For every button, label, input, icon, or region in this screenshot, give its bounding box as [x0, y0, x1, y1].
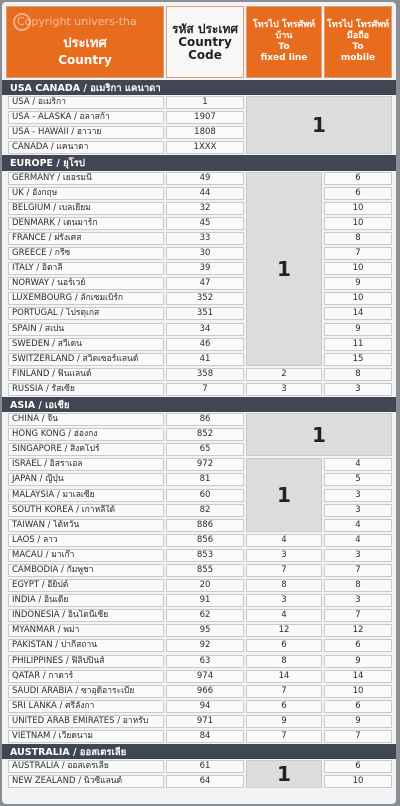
mobile-rate-cell: 4	[324, 519, 392, 532]
country-code-cell: 61	[166, 760, 244, 773]
merged-rate-cell: 1	[246, 413, 392, 456]
country-cell: TAIWAN / ไต้หวัน	[8, 519, 164, 532]
section-header	[2, 80, 396, 95]
country-cell: INDONESIA / อินโดนีเซีย	[8, 609, 164, 622]
section-rows	[2, 171, 396, 397]
mobile-rate-cell: 9	[324, 655, 392, 668]
country-code-cell: 94	[166, 700, 244, 713]
fixed-line-rate-cell: 6	[246, 700, 322, 713]
fixed-line-rate-cell: 9	[246, 715, 322, 728]
fixed-line-rate-cell: 8	[246, 579, 322, 592]
mobile-rate-cell: 9	[324, 323, 392, 336]
mobile-header-en1: To	[352, 42, 364, 52]
country-code-cell: 966	[166, 685, 244, 698]
fixed-header-th: โทรไป โทรศัพท์บ้าน	[252, 20, 316, 41]
section-rows	[2, 95, 396, 155]
country-code-cell: 39	[166, 262, 244, 275]
code-header-en2: Code	[188, 47, 222, 62]
table-row	[2, 472, 396, 487]
country-cell: USA - HAWAII / ฮาวาย	[8, 126, 164, 139]
mobile-rate-cell: 15	[324, 353, 392, 366]
rate-table-card	[2, 2, 396, 804]
country-cell: MACAU / มาเก๊า	[8, 549, 164, 562]
fixed-line-rate-cell: 7	[246, 685, 322, 698]
mobile-rate-cell: 7	[324, 247, 392, 260]
country-cell: VIETNAM / เวียดนาม	[8, 730, 164, 743]
fixed-line-rate-cell: 8	[246, 655, 322, 668]
mobile-rate-cell: 6	[324, 187, 392, 200]
section-header	[2, 744, 396, 759]
table-row	[2, 623, 396, 638]
country-code-cell: 972	[166, 458, 244, 471]
country-cell: PAKISTAN / ปากีสถาน	[8, 639, 164, 652]
merged-rate-cell: 1	[246, 172, 322, 366]
mobile-header-en2: mobile	[340, 53, 376, 63]
country-code-cell: 91	[166, 594, 244, 607]
fixed-line-rate-cell: 7	[246, 564, 322, 577]
country-cell: CANADA / แคนาดา	[8, 141, 164, 154]
section-header	[2, 397, 396, 412]
mobile-rate-cell: 3	[324, 594, 392, 607]
table-row	[2, 352, 396, 367]
section-title: AUSTRALIA / ออสเตรเลีย	[10, 747, 127, 759]
code-header-en1: Country	[178, 34, 232, 49]
country-cell: NORWAY / นอร์เวย์	[8, 277, 164, 290]
table-row	[2, 533, 396, 548]
table-row	[2, 261, 396, 276]
country-code-cell: 82	[166, 504, 244, 517]
mobile-rate-cell: 14	[324, 307, 392, 320]
country-code-cell: 92	[166, 639, 244, 652]
table-row	[2, 669, 396, 684]
country-code-cell: 971	[166, 715, 244, 728]
section-title: USA CANADA / อเมริกา แคนาดา	[10, 83, 161, 94]
country-cell: DENMARK / เดนมาร์ก	[8, 217, 164, 230]
fixed-line-rate-cell: 3	[246, 594, 322, 607]
country-cell: GERMANY / เยอรมนี	[8, 172, 164, 185]
country-code-cell: 1907	[166, 111, 244, 124]
table-row	[2, 246, 396, 261]
table-row	[2, 638, 396, 653]
country-code-cell: 63	[166, 655, 244, 668]
country-code-cell: 974	[166, 670, 244, 683]
country-code-cell: 1XXX	[166, 141, 244, 154]
country-cell: USA - ALASKA / อลาสก้า	[8, 111, 164, 124]
table-row	[2, 201, 396, 216]
mobile-rate-cell: 6	[324, 700, 392, 713]
country-column-header	[6, 6, 164, 78]
fixed-line-rate-cell: 3	[246, 383, 322, 396]
section-rows	[2, 412, 396, 744]
country-code-cell: 32	[166, 202, 244, 215]
mobile-rate-cell: 10	[324, 217, 392, 230]
table-row	[2, 593, 396, 608]
table-row	[2, 548, 396, 563]
table-row	[2, 306, 396, 321]
mobile-rate-cell: 9	[324, 277, 392, 290]
table-row	[2, 291, 396, 306]
table-row	[2, 699, 396, 714]
mobile-rate-cell: 3	[324, 489, 392, 502]
section-title: EUROPE / ยุโรป	[10, 158, 85, 170]
country-code-cell: 41	[166, 353, 244, 366]
country-header-en: Country	[58, 52, 112, 67]
country-code-cell: 853	[166, 549, 244, 562]
country-cell: HONG KONG / ฮ่องกง	[8, 428, 164, 441]
mobile-rate-cell: 8	[324, 368, 392, 381]
mobile-rate-cell: 11	[324, 338, 392, 351]
country-code-cell: 855	[166, 564, 244, 577]
fixed-line-rate-cell: 14	[246, 670, 322, 683]
table-row	[2, 563, 396, 578]
country-code-cell: 33	[166, 232, 244, 245]
country-cell: UK / อังกฤษ	[8, 187, 164, 200]
fixed-line-rate-cell: 3	[246, 549, 322, 562]
mobile-rate-cell: 10	[324, 685, 392, 698]
fixed-header-en1: To	[278, 42, 290, 52]
country-code-cell: 62	[166, 609, 244, 622]
country-cell: PORTUGAL / โปรตุเกส	[8, 307, 164, 320]
fixed-line-rate-cell: 12	[246, 624, 322, 637]
country-cell: SWEDEN / สวีเดน	[8, 338, 164, 351]
section-title: ASIA / เอเชีย	[10, 399, 70, 411]
country-cell: ITALY / อิตาลี	[8, 262, 164, 275]
country-cell: UNITED ARAB EMIRATES / อาหรับ	[8, 715, 164, 728]
code-column-header	[166, 6, 244, 78]
country-cell: SINGAPORE / สิงคโปร์	[8, 443, 164, 456]
table-row	[2, 382, 396, 397]
merged-rate-cell: 1	[246, 458, 322, 532]
merged-rate-cell: 1	[246, 96, 392, 154]
table-row	[2, 518, 396, 533]
country-code-cell: 856	[166, 534, 244, 547]
country-cell: LUXEMBOURG / ลักเซมเบิร์ก	[8, 292, 164, 305]
table-row	[2, 457, 396, 472]
country-cell: EGYPT / อียิปต์	[8, 579, 164, 592]
country-cell: PHILIPPINES / ฟิลิปปินส์	[8, 655, 164, 668]
country-code-cell: 886	[166, 519, 244, 532]
table-row	[2, 714, 396, 729]
country-cell: SWITZERLAND / สวิตเซอร์แลนด์	[8, 353, 164, 366]
country-cell: SRI LANKA / ศรีลังกา	[8, 700, 164, 713]
mobile-rate-cell: 9	[324, 715, 392, 728]
country-cell: CAMBODIA / กัมพูชา	[8, 564, 164, 577]
mobile-rate-cell: 10	[324, 262, 392, 275]
fixed-line-rate-cell: 4	[246, 534, 322, 547]
country-code-cell: 351	[166, 307, 244, 320]
mobile-rate-cell: 7	[324, 609, 392, 622]
country-code-cell: 81	[166, 473, 244, 486]
country-cell: GREECE / กรีซ	[8, 247, 164, 260]
country-code-cell: 358	[166, 368, 244, 381]
country-cell: INDIA / อินเดีย	[8, 594, 164, 607]
country-code-cell: 352	[166, 292, 244, 305]
country-code-cell: 64	[166, 775, 244, 788]
country-cell: USA / อเมริกา	[8, 96, 164, 109]
country-code-cell: 86	[166, 413, 244, 426]
mobile-rate-cell: 8	[324, 579, 392, 592]
table-row	[2, 684, 396, 699]
mobile-rate-cell: 12	[324, 624, 392, 637]
country-code-cell: 1808	[166, 126, 244, 139]
fixed-line-column-header	[246, 6, 322, 78]
mobile-header-th: โทรไป โทรศัพท์มือถือ	[326, 20, 390, 41]
country-cell: MALAYSIA / มาเลเซีย	[8, 489, 164, 502]
country-cell: MYANMAR / พม่า	[8, 624, 164, 637]
table-row	[2, 216, 396, 231]
country-cell: CHINA / จีน	[8, 413, 164, 426]
country-cell: BELGIUM / เบลเยียม	[8, 202, 164, 215]
country-code-cell: 44	[166, 187, 244, 200]
mobile-rate-cell: 6	[324, 639, 392, 652]
country-cell: ISRAEL / อิสราเอล	[8, 458, 164, 471]
country-cell: FRANCE / ฝรั่งเศส	[8, 232, 164, 245]
fixed-line-rate-cell: 7	[246, 730, 322, 743]
country-code-cell: 7	[166, 383, 244, 396]
country-cell: JAPAN / ญี่ปุ่น	[8, 473, 164, 486]
table-row	[2, 186, 396, 201]
country-code-cell: 30	[166, 247, 244, 260]
mobile-rate-cell: 3	[324, 549, 392, 562]
country-code-cell: 49	[166, 172, 244, 185]
table-row	[2, 367, 396, 382]
country-cell: SPAIN / สเปน	[8, 323, 164, 336]
table-row	[2, 578, 396, 593]
country-cell: FINLAND / ฟินแลนด์	[8, 368, 164, 381]
table-row	[2, 503, 396, 518]
copyright-watermark: Copyright univers-tha	[17, 15, 137, 28]
mobile-rate-cell: 10	[324, 775, 392, 788]
fixed-line-rate-cell: 2	[246, 368, 322, 381]
section-rows	[2, 759, 396, 789]
country-code-cell: 65	[166, 443, 244, 456]
country-cell: SAUDI ARABIA / ซาอุดิอาระเบีย	[8, 685, 164, 698]
country-code-cell: 45	[166, 217, 244, 230]
country-cell: NEW ZEALAND / นิวซีแลนด์	[8, 775, 164, 788]
fixed-line-rate-cell: 4	[246, 609, 322, 622]
fixed-line-rate-cell: 6	[246, 639, 322, 652]
merged-rate-cell: 1	[246, 760, 322, 788]
country-code-cell: 60	[166, 489, 244, 502]
mobile-rate-cell: 14	[324, 670, 392, 683]
mobile-rate-cell: 7	[324, 730, 392, 743]
mobile-rate-cell: 3	[324, 383, 392, 396]
country-code-cell: 95	[166, 624, 244, 637]
mobile-rate-cell: 6	[324, 172, 392, 185]
mobile-rate-cell: 6	[324, 760, 392, 773]
table-row	[2, 171, 396, 186]
mobile-rate-cell: 10	[324, 292, 392, 305]
country-cell: SOUTH KOREA / เกาหลีใต้	[8, 504, 164, 517]
mobile-rate-cell: 8	[324, 232, 392, 245]
country-cell: QATAR / กาตาร์	[8, 670, 164, 683]
mobile-rate-cell: 3	[324, 504, 392, 517]
section-header	[2, 155, 396, 170]
code-header-th: รหัส ประเทศ	[172, 21, 238, 36]
mobile-column-header	[324, 6, 392, 78]
table-row	[2, 729, 396, 744]
mobile-rate-cell: 7	[324, 564, 392, 577]
mobile-rate-cell: 4	[324, 458, 392, 471]
table-row	[2, 337, 396, 352]
country-code-cell: 20	[166, 579, 244, 592]
country-code-cell: 47	[166, 277, 244, 290]
mobile-rate-cell: 10	[324, 202, 392, 215]
table-row	[2, 608, 396, 623]
country-code-cell: 46	[166, 338, 244, 351]
table-row	[2, 231, 396, 246]
country-code-cell: 84	[166, 730, 244, 743]
table-row	[2, 654, 396, 669]
mobile-rate-cell: 4	[324, 534, 392, 547]
rate-table-body	[2, 80, 396, 789]
table-row	[2, 322, 396, 337]
country-cell: AUSTRALIA / ออสเตรเลีย	[8, 760, 164, 773]
mobile-rate-cell: 5	[324, 473, 392, 486]
country-code-cell: 852	[166, 428, 244, 441]
table-row	[2, 759, 396, 774]
country-code-cell: 1	[166, 96, 244, 109]
country-cell: LAOS / ลาว	[8, 534, 164, 547]
fixed-header-en2: fixed line	[260, 53, 308, 63]
table-row	[2, 774, 396, 789]
table-row	[2, 276, 396, 291]
country-cell: RUSSIA / รัสเซีย	[8, 383, 164, 396]
country-header-th: ประเทศ	[63, 35, 107, 51]
table-row	[2, 488, 396, 503]
country-code-cell: 34	[166, 323, 244, 336]
